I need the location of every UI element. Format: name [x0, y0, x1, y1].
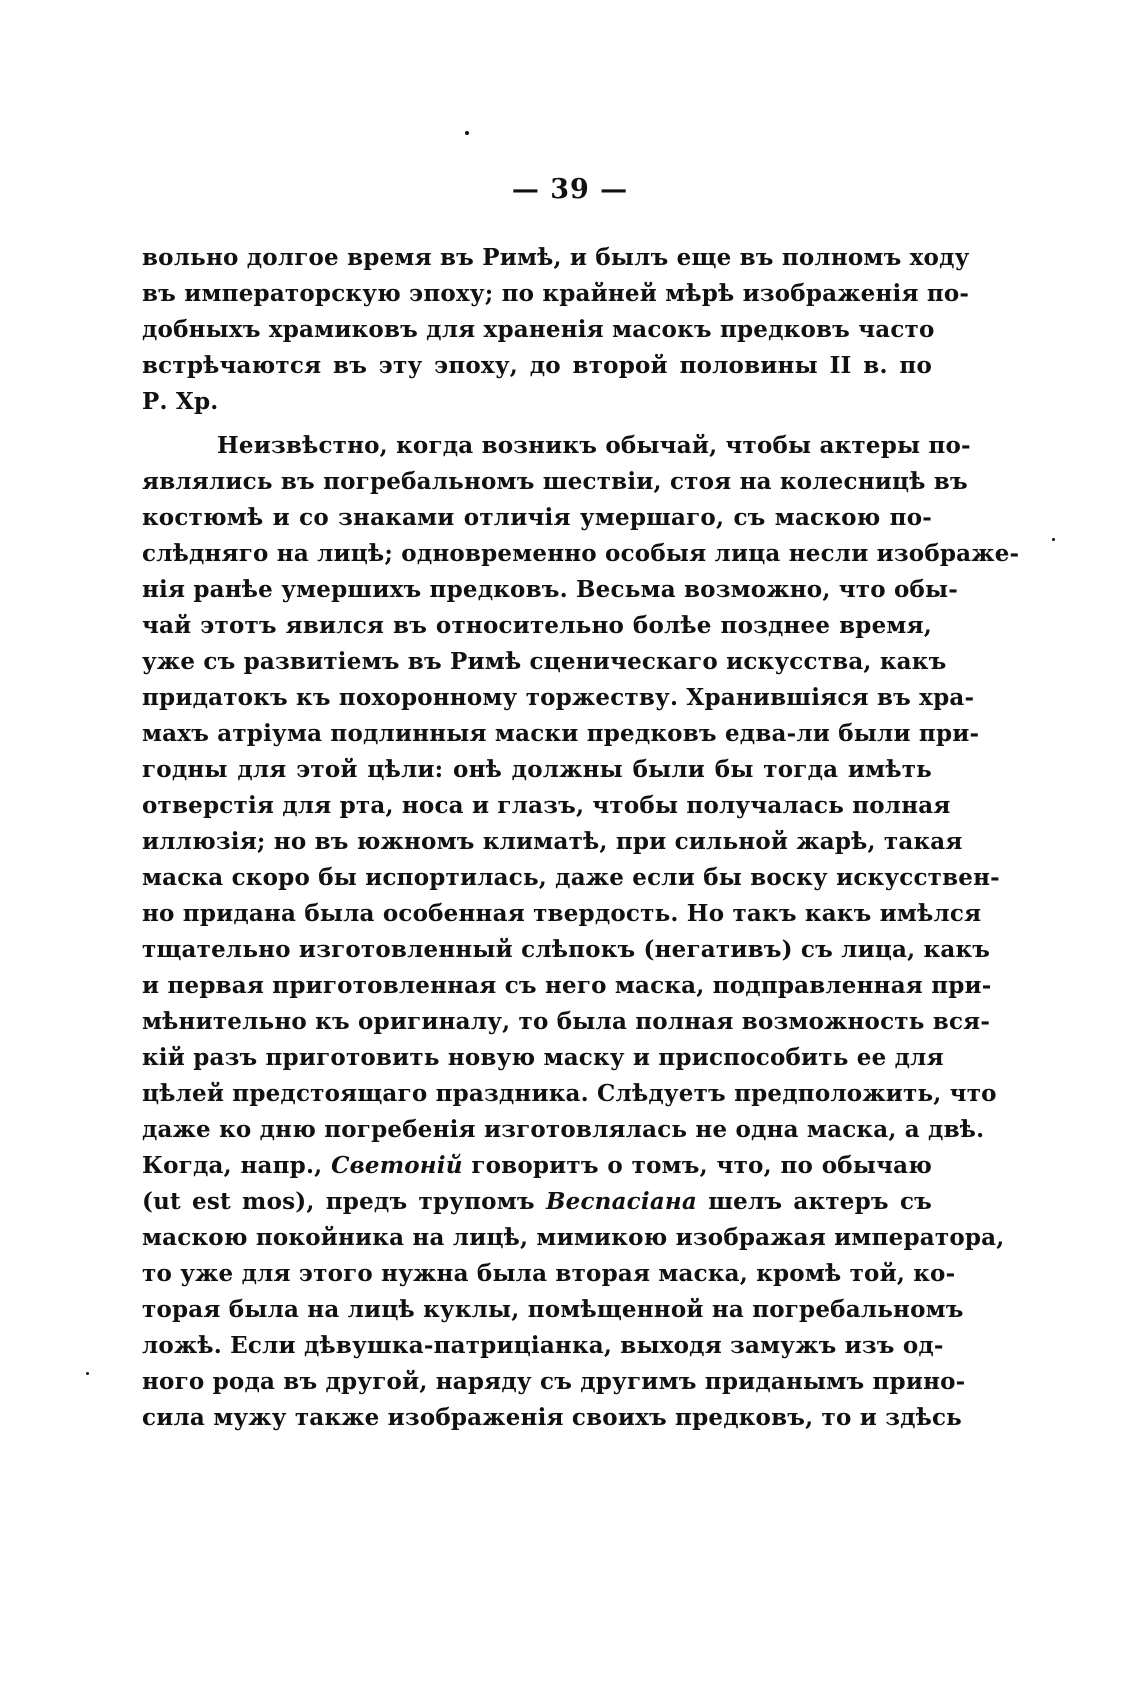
text-line: сила мужу также изображенія своихъ предковъ, то и здѣсь [142, 1404, 962, 1431]
text-line: слѣдняго на лицѣ; одновременно особыя лица несли изображе- [142, 540, 1020, 567]
text-line: добныхъ храмиковъ для храненія масокъ предковъ часто [142, 316, 935, 343]
paragraph-2 [142, 428, 1020, 1436]
author-name-suetonius: Светоній [331, 1152, 463, 1179]
text-line: маскою покойника на лицѣ, мимикою изображая императора, [142, 1224, 1005, 1251]
text-line: отверстія для рта, носа и глазъ, чтобы получалась полная [142, 792, 951, 819]
text-run: шелъ актеръ съ [697, 1188, 932, 1215]
text-run: говоритъ о томъ, что, по обычаю [462, 1152, 932, 1179]
text-run: (ut est mos), предъ трупомъ [142, 1188, 546, 1215]
print-speck [1052, 538, 1055, 541]
print-speck [86, 1372, 89, 1375]
body-text [142, 240, 1020, 1436]
text-line: въ императорскую эпоху; по крайней мѣрѣ изображенія по- [142, 280, 970, 307]
text-line: вольно долгое время въ Римѣ, и былъ еще въ полномъ ходу [142, 244, 970, 271]
text-line: ного рода въ другой, наряду съ другимъ приданымъ прино- [142, 1368, 966, 1395]
text-line: нія ранѣе умершихъ предковъ. Весьма возможно, что обы- [142, 576, 959, 603]
text-line: чай этотъ явился въ относительно болѣе позднее время, [142, 612, 932, 639]
emperor-name-vespasian: Веспасіана [545, 1188, 697, 1215]
text-line: придатокъ къ похоронному торжеству. Хранившіяся въ хра- [142, 684, 975, 711]
text-line: торая была на лицѣ куклы, помѣщенной на погребальномъ [142, 1296, 964, 1323]
text-line: то уже для этого нужна была вторая маска, кромѣ той, ко- [142, 1260, 956, 1287]
text-line-vespasian [142, 1184, 932, 1220]
text-line: цѣлей предстоящаго праздника. Слѣдуетъ предположить, что [142, 1080, 997, 1107]
text-line: маска скоро бы испортилась, даже если бы воску искусствен- [142, 864, 1000, 891]
text-line: и первая приготовленная съ него маска, подправленная при- [142, 972, 992, 999]
print-speck [465, 131, 469, 135]
text-line: костюмѣ и со знаками отличія умершаго, съ маскою по- [142, 504, 932, 531]
text-line: уже съ развитіемъ въ Римѣ сценическаго искусства, какъ [142, 648, 947, 675]
text-line: Р. Хр. [142, 388, 219, 415]
text-line: являлись въ погребальномъ шествіи, стоя на колесницѣ въ [142, 468, 968, 495]
text-line: кій разъ приготовить новую маску и приспособить ее для [142, 1044, 944, 1071]
text-line: встрѣчаются въ эту эпоху, до второй половины II в. по [142, 352, 932, 379]
text-line: Неизвѣстно, когда возникъ обычай, чтобы актеры по- [217, 432, 971, 459]
text-line: мѣнительно къ оригиналу, то была полная возможность вся- [142, 1008, 991, 1035]
paragraph-1 [142, 240, 970, 420]
text-line: ложѣ. Если дѣвушка-патриціанка, выходя замужъ изъ од- [142, 1332, 944, 1359]
text-line: даже ко дню погребенія изготовлялась не одна маска, а двѣ. [142, 1116, 985, 1143]
text-line-suetonius [142, 1148, 932, 1184]
text-line: но придана была особенная твердость. Но такъ какъ имѣлся [142, 900, 982, 927]
text-run: Когда, напр., [142, 1152, 332, 1179]
text-line: годны для этой цѣли: онѣ должны были бы тогда имѣть [142, 756, 932, 783]
text-line: тщательно изготовленный слѣпокъ (негативъ) съ лица, какъ [142, 936, 991, 963]
text-line: иллюзія; но въ южномъ климатѣ, при сильной жарѣ, такая [142, 828, 963, 855]
page-number: — 39 — [511, 174, 629, 205]
text-line: махъ атріума подлинныя маски предковъ едва-ли были при- [142, 720, 980, 747]
